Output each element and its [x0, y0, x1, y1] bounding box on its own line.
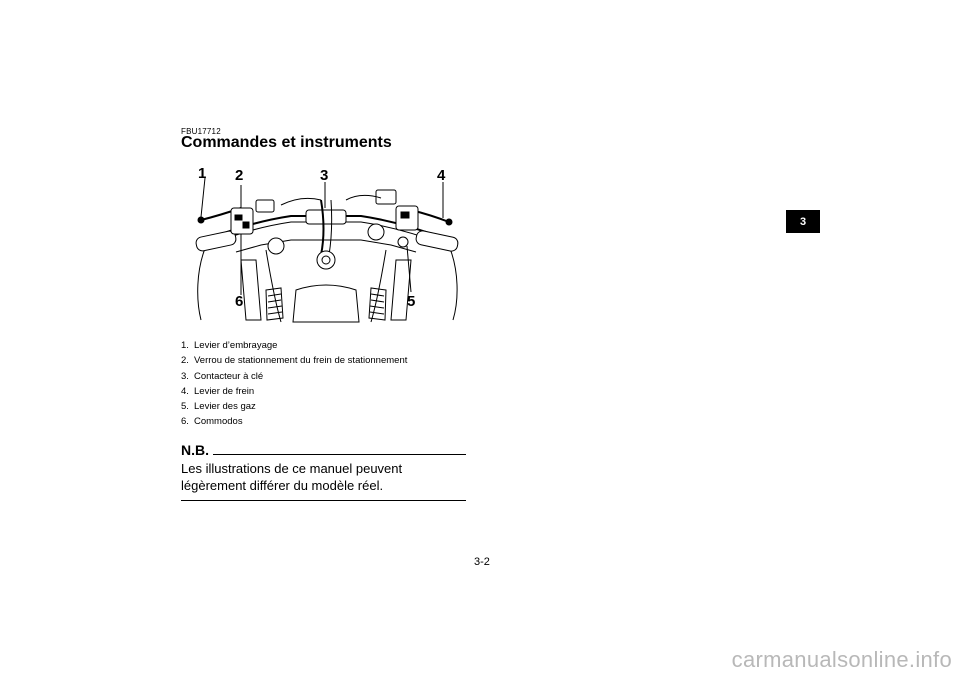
- legend-item: 4. Levier de frein: [181, 385, 255, 397]
- left-vent: [266, 288, 283, 320]
- page-number: 3-2: [474, 556, 490, 568]
- throttle-knob: [398, 237, 408, 247]
- callout-2: 2: [235, 167, 244, 184]
- right-knob: [368, 224, 384, 240]
- panel-right: [391, 260, 411, 320]
- callout-1: 1: [198, 165, 207, 182]
- right-fender: [449, 246, 457, 320]
- left-fender: [198, 246, 206, 320]
- legend-item: 5. Levier des gaz: [181, 401, 256, 413]
- legend-item: 2. Verrou de stationnement du frein de stationnement: [181, 355, 408, 367]
- left-knob: [268, 238, 284, 254]
- callout-6: 6: [235, 293, 244, 310]
- note-text: Les illustrations de ce manuel peuvent légèrement différer du modèle réel.: [181, 461, 403, 493]
- legend-item: 1. Levier d’embrayage: [181, 340, 278, 351]
- note-header: [181, 443, 466, 457]
- note-box: [181, 443, 466, 501]
- document-code: FBU17712: [181, 127, 221, 136]
- tank-left: [266, 250, 281, 322]
- right-vent: [369, 288, 386, 320]
- chapter-tab: 3: [786, 210, 820, 233]
- note-rule-bottom: [181, 500, 466, 501]
- page-title: Commandes et instruments: [181, 134, 392, 151]
- leader-1: [201, 178, 205, 217]
- handlebar-illustration: [181, 160, 471, 325]
- callout-4: 4: [437, 167, 446, 184]
- note-rule-top: [213, 454, 466, 455]
- callout-5: 5: [407, 293, 416, 310]
- key-switch: [317, 251, 335, 269]
- note-label: N.B.: [181, 442, 209, 458]
- panel-left: [241, 260, 261, 320]
- seat-front: [293, 285, 359, 322]
- right-grip: [415, 230, 459, 252]
- legend-item: 6. Commodos: [181, 416, 243, 428]
- legend-item: 3. Contacteur à clé: [181, 370, 264, 382]
- left-reservoir: [256, 200, 274, 212]
- bar-clamp: [306, 210, 346, 224]
- left-switch-housing: [231, 208, 253, 234]
- callout-3: 3: [320, 167, 329, 184]
- tank-right: [371, 250, 386, 322]
- figure-legend: [181, 338, 407, 430]
- left-grip: [195, 230, 237, 252]
- watermark: carmanualsonline.info: [731, 647, 952, 672]
- body-outline: [236, 240, 416, 252]
